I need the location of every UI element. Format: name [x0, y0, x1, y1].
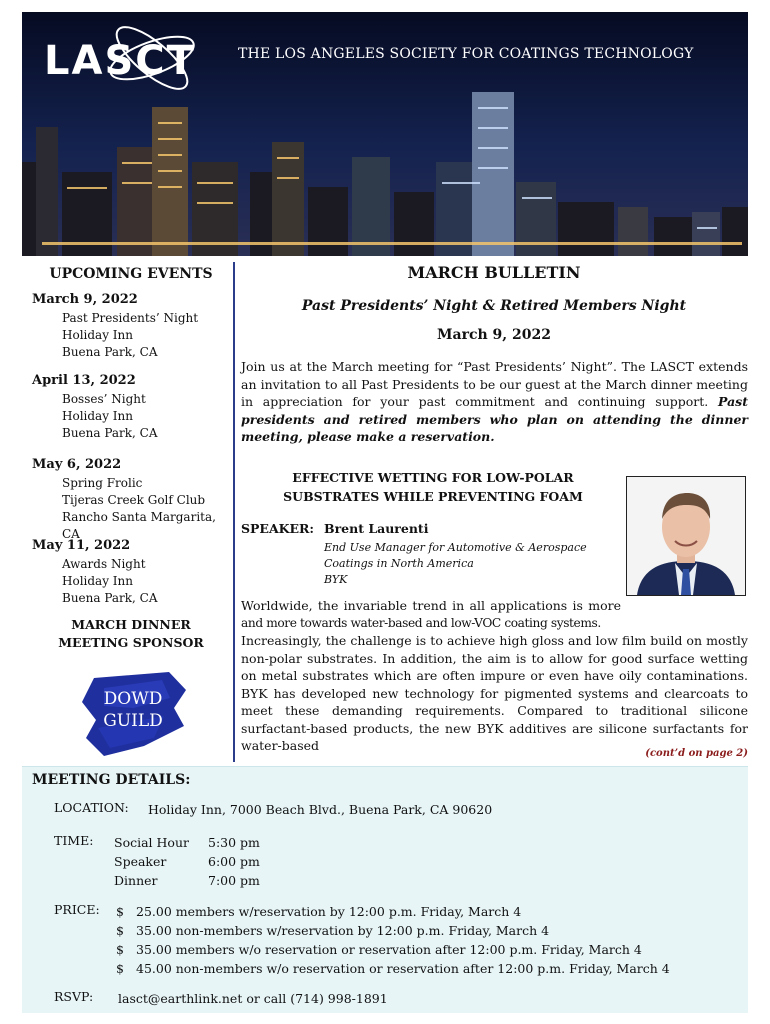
- price-label: PRICE:: [54, 902, 100, 917]
- time-item: Dinner: [114, 873, 158, 888]
- abstract-line: and more towards water-based and low-VOC coating systems.: [241, 615, 601, 630]
- time-value: 7:00 pm: [208, 873, 260, 888]
- speaker-label: SPEAKER:: [241, 521, 315, 536]
- time-value: 6:00 pm: [208, 854, 260, 869]
- speaker-photo: [626, 476, 746, 596]
- talk-title: [250, 468, 616, 506]
- abstract-line: Worldwide, the invariable trend in all applications is more: [241, 598, 621, 613]
- sponsor-heading-line: MARCH DINNER: [71, 617, 191, 632]
- time-item: Speaker: [114, 854, 167, 869]
- bulletin-title: MARCH BULLETIN: [407, 263, 581, 282]
- rsvp-label: RSVP:: [54, 989, 94, 1004]
- event-item: [32, 457, 232, 543]
- price-currency: $: [116, 923, 124, 938]
- bulletin-date: March 9, 2022: [437, 327, 551, 343]
- sponsor-heading: [36, 616, 226, 652]
- sponsor-logo-word: GUILD: [103, 711, 163, 731]
- speaker-portrait: [627, 477, 745, 595]
- event-venue: Holiday Inn: [62, 328, 133, 342]
- price-text: 35.00 members w/o reservation or reservation after 12:00 p.m. Friday, March 4: [136, 942, 642, 957]
- price-currency: $: [116, 961, 124, 976]
- meeting-details-heading: MEETING DETAILS:: [32, 772, 191, 788]
- abstract-paragraph: [241, 597, 748, 755]
- event-city: Rancho Santa Margarita, CA: [62, 510, 216, 541]
- bulletin-subtitle: Past Presidents’ Night & Retired Members Night: [301, 298, 687, 314]
- price-text: 35.00 non-members w/reservation by 12:00 p.m. Friday, March 4: [136, 923, 550, 938]
- speaker-details: [324, 540, 587, 588]
- time-value: 5:30 pm: [208, 835, 260, 850]
- event-city: Buena Park, CA: [62, 426, 158, 440]
- event-venue: Holiday Inn: [62, 574, 133, 588]
- speaker-company: BYK: [324, 573, 348, 586]
- event-date: May 11, 2022: [32, 538, 131, 553]
- time-row: [114, 833, 260, 852]
- location-label: LOCATION:: [54, 800, 129, 815]
- speaker-role: Coatings in North America: [324, 557, 474, 570]
- time-item: Social Hour: [114, 835, 189, 850]
- column-divider: [233, 262, 235, 762]
- time-label: TIME:: [54, 833, 94, 848]
- event-item: [32, 373, 232, 442]
- event-venue: Tijeras Creek Golf Club: [62, 493, 206, 507]
- abstract-body: Increasingly, the challenge is to achieve high gloss and low film build on mostly non-polar substrates. In addition, the aim is to allow for good surface wetting on metal substrates which are often impure or even have oily contaminations. BYK has developed new technology for pigmented systems and clearcoats to meet these demanding requirements. Compared to traditional silicone surfactant-based products, the new BYK additives are silicone surfactants for water-based: [241, 633, 748, 753]
- event-date: March 9, 2022: [32, 292, 138, 307]
- event-name: Bosses’ Night: [62, 392, 146, 406]
- time-row: [114, 871, 260, 890]
- talk-title-line: EFFECTIVE WETTING FOR LOW-POLAR: [292, 470, 574, 485]
- event-date: April 13, 2022: [32, 373, 136, 388]
- society-name: THE LOS ANGELES SOCIETY FOR COATINGS TECHNOLOGY: [238, 46, 694, 62]
- speaker-name: Brent Laurenti: [324, 521, 429, 536]
- event-date: May 6, 2022: [32, 457, 122, 472]
- rsvp-contact-link[interactable]: lasct@earthlink.net or call (714) 998-1891: [118, 991, 388, 1006]
- price-row: [116, 940, 642, 959]
- event-city: Buena Park, CA: [62, 345, 158, 359]
- intro-text: Join us at the March meeting for “Past Presidents’ Night”. The LASCT extends an invitation to all Past Presidents to be our guest at the March dinner meeting in appreciation for your past commitment and continuing support.: [241, 359, 748, 409]
- event-city: Buena Park, CA: [62, 591, 158, 605]
- price-row: [116, 959, 670, 978]
- event-name: Spring Frolic: [62, 476, 143, 490]
- sponsor-heading-line: MEETING SPONSOR: [58, 635, 204, 650]
- intro-paragraph: [241, 358, 748, 446]
- sponsor-logo-word: DOWD: [103, 689, 163, 709]
- event-name: Past Presidents’ Night: [62, 311, 199, 325]
- price-text: 45.00 non-members w/o reservation or reservation after 12:00 p.m. Friday, March 4: [136, 961, 670, 976]
- event-name: Awards Night: [62, 557, 146, 571]
- lasct-logo: LASCT: [44, 38, 196, 84]
- event-item: [32, 292, 232, 361]
- time-row: [114, 852, 260, 871]
- upcoming-events-heading: UPCOMING EVENTS: [49, 266, 213, 282]
- event-venue: Holiday Inn: [62, 409, 133, 423]
- sponsor-brush-graphic: [74, 668, 192, 760]
- price-currency: $: [116, 904, 124, 919]
- dowd-guild-logo: [74, 668, 192, 760]
- talk-title-line: SUBSTRATES WHILE PREVENTING FOAM: [283, 489, 583, 504]
- event-item: [32, 538, 232, 607]
- location-value: Holiday Inn, 7000 Beach Blvd., Buena Park, CA 90620: [148, 802, 493, 817]
- price-row: [116, 902, 521, 921]
- price-currency: $: [116, 942, 124, 957]
- price-row: [116, 921, 549, 940]
- price-text: 25.00 members w/reservation by 12:00 p.m. Friday, March 4: [136, 904, 522, 919]
- intro-emphasis: Past presidents and retired members who plan on attending the dinner meeting, please make a reservation.: [241, 394, 748, 444]
- continued-note: (cont’d on page 2): [645, 748, 748, 759]
- speaker-role: End Use Manager for Automotive & Aerospace: [324, 541, 587, 554]
